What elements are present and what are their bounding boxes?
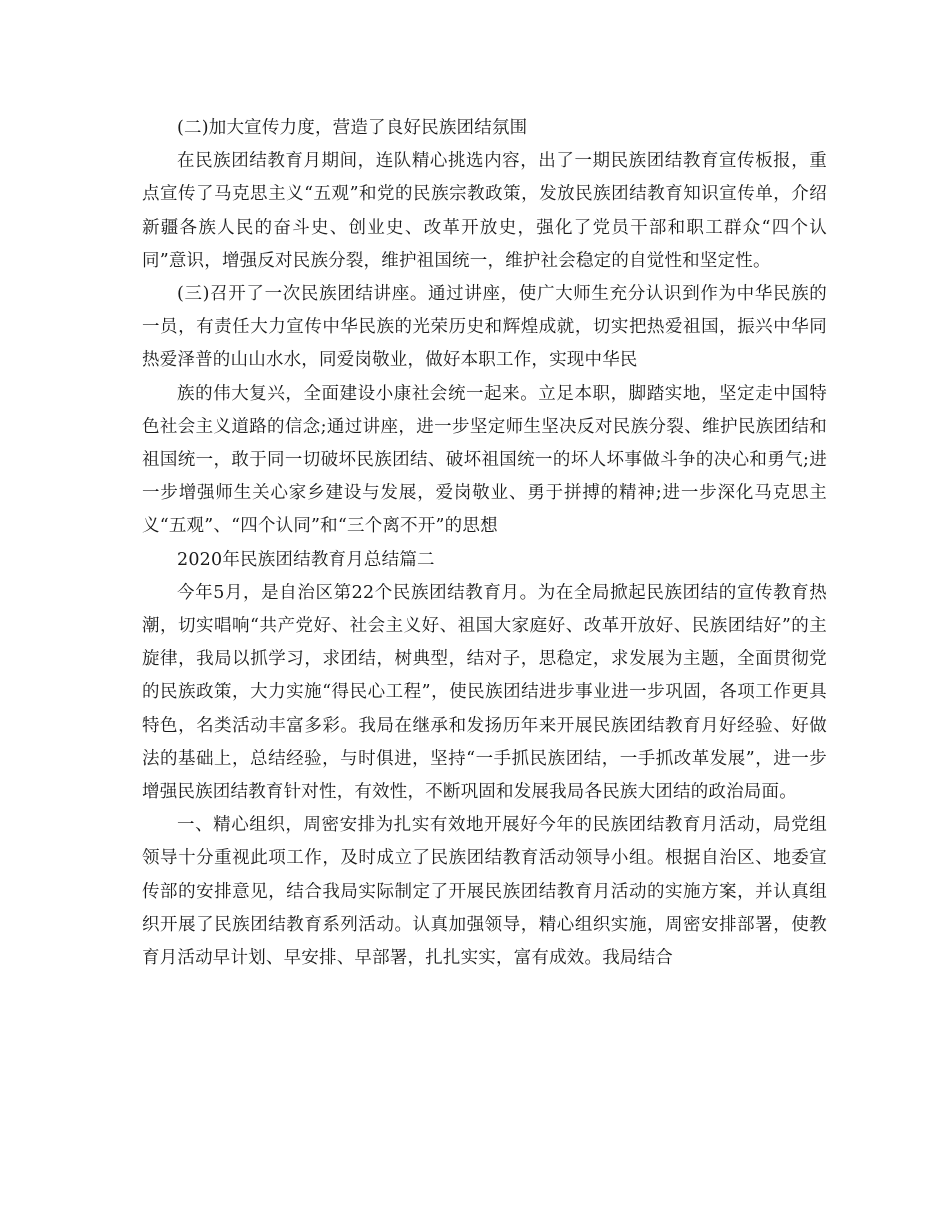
section-heading-two: (二)加大宣传力度，营造了良好民族团结氛围 [177, 118, 528, 138]
section-heading-three: (三)召开了一次民族团结讲座。通过讲座，使广大师生充分认识到作为中华民族的一员，有责任大力宣传中华民族的光荣历史和辉煌成就，切实把热爱祖国，振兴中华同热爱泽普的山山水水，同爱岗敬业，做好本职工作，实现中华民 [142, 284, 827, 371]
body-paragraph: 一、精心组织，周密安排为扎实有效地开展好今年的民族团结教育月活动，局党组领导十分重视此项工作，及时成立了民族团结教育活动领导小组。根据自治区、地委宣传部的安排意见，结合我局实际制定了开展民族团结教育月活动的实施方案，并认真组织开展了民族团结教育系列活动。认真加强领导，精心组织实施，周密安排部署，使教育月活动早计划、早安排、早部署，扎扎实实，富有成效。我局结合 [142, 815, 827, 969]
body-paragraph: 今年5月，是自治区第22个民族团结教育月。为在全局掀起民族团结的宣传教育热潮，切实唱响“共产党好、社会主义好、祖国大家庭好、改革开放好、民族团结好”的主旋律，我局以抓学习，求团结，树典型，结对子，思稳定，求发展为主题，全面贯彻党的民族政策，大力实施“得民心工程”，使民族团结进步事业进一步巩固，各项工作更具特色，名类活动丰富多彩。我局在继承和发扬历年来开展民族团结教育月好经验、好做法的基础上，总结经验，与时俱进，坚持“一手抓民族团结，一手抓改革发展”，进一步增强民族团结教育针对性，有效性，不断巩固和发展我局各民族大团结的政治局面。 [142, 582, 827, 803]
body-paragraph: 在民族团结教育月期间，连队精心挑选内容，出了一期民族团结教育宣传板报，重点宣传了马克思主义“五观”和党的民族宗教政策，发放民族团结教育知识宣传单，介绍新疆各族人民的奋斗史、创业史、改革开放史，强化了党员干部和职工群众“四个认同”意识，增强反对民族分裂，维护祖国统一，维护社会稳定的自觉性和坚定性。 [142, 151, 827, 271]
body-paragraph: 族的伟大复兴，全面建设小康社会统一起来。立足本职，脚踏实地，坚定走中国特色社会主义道路的信念;通过讲座，进一步坚定师生坚决反对民族分裂、维护民族团结和祖国统一，敢于同一切破坏民族团结、破坏祖国统一的坏人坏事做斗争的决心和勇气;进一步增强师生关心家乡建设与发展，爱岗敬业、勇于拼搏的精神;进一步深化马克思主义“五观”、“四个认同”和“三个离不开”的思想 [142, 383, 827, 537]
document-page [142, 112, 827, 975]
article-title: 2020年民族团结教育月总结篇二 [177, 549, 435, 570]
